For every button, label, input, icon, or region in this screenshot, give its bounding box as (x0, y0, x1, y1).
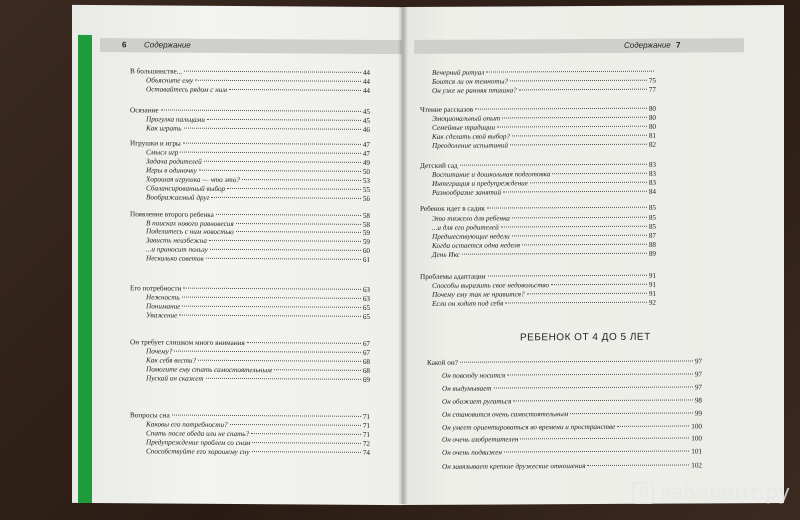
toc-entry-page: 88 (648, 240, 656, 249)
toc-entry-page: 80 (648, 113, 656, 122)
toc-entry-title: Семейные традиции (432, 123, 496, 132)
toc-entry-title: Эмоциональный опыт (432, 114, 501, 123)
toc-entry-page: 80 (648, 104, 656, 113)
dot-leader (274, 369, 361, 371)
dot-leader (460, 164, 647, 166)
dot-leader (230, 424, 361, 426)
toc-entry (432, 114, 656, 123)
toc-entry (442, 409, 702, 418)
toc-entry (432, 232, 656, 241)
toc-entry (146, 347, 370, 357)
toc-entry (420, 105, 656, 114)
dot-leader (210, 249, 361, 251)
dot-leader (182, 306, 360, 308)
toc-entry-title: Нежность (146, 293, 180, 302)
toc-entry (146, 420, 370, 430)
toc-entry-title: Осязание (130, 106, 159, 115)
toc-entry-page: 71 (362, 430, 370, 439)
toc-entry-page: 91 (648, 280, 656, 289)
toc-entry-title: Ребенок идет в садик (420, 204, 485, 213)
toc-entry (146, 293, 370, 303)
toc-entry-title: Зависть неизбежна (146, 236, 207, 245)
toc-entry (432, 68, 656, 77)
toc-entry (146, 124, 370, 134)
toc-entry (130, 67, 370, 77)
toc-entry-title: Игрушки и игры (130, 139, 181, 148)
toc-entry (130, 284, 370, 294)
dot-leader (512, 217, 647, 219)
toc-entry-title: Понимание (146, 302, 181, 311)
toc-entry-page: 67 (362, 339, 370, 348)
toc-entry-page: 83 (648, 160, 656, 169)
toc-entry-page: 97 (694, 357, 702, 366)
dot-leader (236, 223, 361, 225)
toc-entry-page: 50 (362, 167, 370, 176)
toc-entry-page: 58 (362, 211, 370, 220)
right-page-header (414, 38, 744, 54)
toc-entry-title: Каковы его потребности? (146, 420, 228, 429)
toc-entry (146, 166, 370, 176)
toc-entry-page: 74 (362, 448, 370, 457)
toc-entry (146, 227, 370, 237)
toc-entry (420, 161, 656, 170)
toc-entry-page: 46 (362, 125, 370, 134)
toc-entry (432, 141, 656, 150)
toc-entry-page: 100 (691, 434, 702, 443)
toc-entry-title: В поисках нового равновесия (146, 219, 234, 228)
dot-leader (510, 144, 647, 146)
toc-entry-title: Разнообразие занятий (432, 188, 502, 197)
dot-leader (251, 433, 361, 435)
toc-entry-title: Как себя вести? (146, 356, 197, 365)
dot-leader (486, 71, 654, 73)
toc-entry-page: 63 (362, 294, 370, 303)
toc-entry-page: 68 (362, 357, 370, 366)
dot-leader (198, 360, 361, 362)
dot-leader (161, 109, 361, 111)
dot-leader (179, 315, 361, 317)
toc-entry-title: Прогулка пальцами (146, 115, 205, 124)
dot-leader (501, 226, 647, 228)
dot-leader (570, 412, 693, 414)
toc-entry-page: 65 (362, 303, 370, 312)
dot-leader (519, 89, 647, 91)
toc-entry (130, 139, 370, 149)
toc-entry-page: 59 (362, 228, 370, 237)
toc-entry-page: 56 (362, 194, 370, 203)
toc-entry-page: 81 (648, 131, 656, 140)
dot-leader (512, 135, 647, 137)
dot-leader (180, 152, 360, 154)
toc-entry-title: Преодоление испытаний (432, 141, 508, 150)
open-book (72, 6, 784, 504)
dot-leader (252, 451, 361, 453)
toc-entry-title: Он обожает ругаться (442, 397, 512, 406)
toc-entry-page: 68 (362, 366, 370, 375)
dot-leader (182, 297, 361, 299)
toc-entry-title: Смысл игр (146, 148, 179, 157)
toc-entry-page: 58 (362, 220, 370, 229)
toc-entry-page: 44 (362, 77, 370, 86)
left-page (72, 5, 402, 505)
dot-leader (510, 80, 647, 82)
dot-leader (503, 191, 647, 193)
toc-entry-title: Предшествующие недели (432, 232, 510, 241)
toc-entry-page: 98 (694, 396, 702, 405)
left-page-header-title: Содержание (144, 40, 191, 50)
toc-entry-title: Игры в одиночку (146, 166, 197, 175)
toc-entry-page: 83 (648, 169, 656, 178)
right-page-header-title: Содержание (624, 40, 671, 50)
dot-leader (505, 302, 647, 304)
dot-leader (488, 275, 647, 277)
toc-entry-title: Боится ли он темноты? (432, 77, 509, 86)
toc-entry (146, 438, 370, 448)
toc-entry-page: 59 (362, 237, 370, 246)
toc-entry-page: 83 (648, 178, 656, 187)
toc-entry-page: 71 (362, 412, 370, 421)
toc-entry-title: Объясните ему (146, 76, 194, 85)
toc-entry-page: 72 (362, 439, 370, 448)
toc-entry (146, 429, 370, 439)
toc-entry-title: Способы выразить свое недовольство (432, 281, 550, 290)
toc-entry-page: 97 (694, 370, 702, 379)
toc-entry (146, 302, 370, 312)
toc-entry-title: Почему? (146, 347, 173, 356)
right-page (402, 5, 784, 505)
toc-entry-page: 65 (362, 312, 370, 321)
toc-entry (146, 254, 370, 264)
toc-entry-page: 75 (648, 76, 656, 85)
toc-entry (432, 250, 656, 259)
toc-entry-page: 80 (648, 122, 656, 131)
dot-leader (551, 284, 647, 286)
toc-entry-page: 49 (362, 158, 370, 167)
toc-entry-page: 91 (648, 289, 656, 298)
toc-entry (146, 157, 370, 167)
toc-entry (432, 179, 656, 188)
toc-entry-title: День Икс (432, 250, 460, 259)
dot-leader (216, 214, 361, 216)
toc-entry (146, 115, 370, 125)
toc-entry-title: Хорошая игрушка — что это? (146, 175, 240, 185)
toc-entry-title: Он очень изобретателен (442, 435, 519, 444)
toc-entry-title: Он выдумывает (442, 384, 492, 393)
toc-entry-title: Оставайтесь рядом с ним (146, 85, 227, 94)
toc-entry-title: Помогите ему стать самостоятельным (146, 365, 272, 375)
toc-entry (146, 193, 370, 203)
toc-entry (130, 338, 370, 348)
toc-entry-title: Сбалансированный выбор (146, 184, 226, 193)
toc-entry-title: Он повсюду носится (442, 371, 506, 380)
toc-entry-title: В большинстве... (130, 67, 183, 76)
toc-entry-title: Вечерний ритуал (432, 68, 485, 77)
toc-entry-title: Это тяжело для ребенка (432, 214, 510, 223)
left-page-header (100, 38, 402, 54)
toc-entry-page: 45 (362, 107, 370, 116)
dot-leader (520, 437, 689, 439)
toc-entry-title: Он становится очень самостоятельным (442, 410, 569, 419)
accent-bar (78, 35, 92, 505)
toc-entry-page: 69 (362, 375, 370, 384)
toc-entry (432, 188, 656, 197)
toc-entry-page: 53 (362, 176, 370, 185)
toc-entry-page: 89 (648, 249, 656, 258)
toc-entry (420, 272, 656, 281)
toc-entry (146, 184, 370, 194)
toc-entry-page: 77 (648, 85, 656, 94)
toc-entry-page: 85 (648, 203, 656, 212)
toc-entry-title: Его потребности (130, 284, 182, 293)
toc-entry-title: Появление второго ребенка (130, 210, 214, 219)
toc-entry (146, 175, 370, 185)
toc-entry-page: 82 (648, 140, 656, 149)
dot-leader (507, 373, 693, 375)
toc-entry-title: Несколько советов (146, 254, 204, 263)
toc-entry-title: Когда остается одна неделя (432, 241, 521, 250)
toc-entry (432, 77, 656, 86)
dot-leader (183, 143, 361, 145)
toc-entry (432, 281, 656, 290)
toc-entry-page: 61 (362, 255, 370, 264)
toc-entry-page: 71 (362, 421, 370, 430)
toc-entry-title: Он завязывает крепкие дружеские отношения (442, 462, 586, 471)
toc-entry (432, 132, 656, 141)
toc-entry-title: Чтение рассказов (420, 105, 474, 114)
dot-leader (206, 378, 361, 380)
toc-entry-page: 47 (362, 140, 370, 149)
toc-entry-page: 99 (694, 409, 702, 418)
toc-entry-title: Как играть (146, 124, 182, 133)
dot-leader (502, 117, 647, 119)
toc-entry (432, 223, 656, 232)
labirint-logo-icon: Л (632, 482, 654, 504)
toc-entry (442, 461, 702, 470)
toc-entry (432, 86, 656, 95)
dot-leader (460, 360, 693, 362)
toc-entry (432, 241, 656, 250)
book-spine (398, 6, 408, 504)
toc-entry (442, 422, 702, 431)
dot-leader (527, 293, 647, 295)
toc-entry-page: 101 (691, 447, 702, 456)
section-heading: РЕБЕНОК ОТ 4 ДО 5 ЛЕТ (520, 331, 651, 344)
toc-entry-title: Уважение (146, 311, 178, 320)
dot-leader (184, 71, 361, 73)
toc-entry-title: Он очень подвижен (442, 448, 503, 457)
toc-entry-title: Способствуйте его хорошему сну (146, 447, 250, 457)
toc-entry (130, 411, 370, 421)
toc-entry-page: 45 (362, 116, 370, 125)
toc-entry (146, 447, 370, 457)
toc-entry (146, 356, 370, 366)
toc-entry (420, 204, 656, 213)
dot-leader (512, 235, 647, 237)
toc-entry-title: Поделитесь с ним новостью (146, 227, 234, 236)
toc-entry-title: Предупреждение проблем со сном (146, 438, 251, 448)
watermark-text: лабиринт.ру (658, 479, 790, 504)
left-page-number: 6 (122, 40, 127, 50)
toc-entry-page: 60 (362, 246, 370, 255)
toc-entry-page: 85 (648, 222, 656, 231)
toc-entry (146, 365, 370, 375)
toc-entry (442, 383, 702, 392)
dot-leader (247, 342, 361, 344)
toc-entry (130, 210, 370, 220)
toc-entry-page: 100 (691, 422, 702, 431)
dot-leader (497, 126, 647, 128)
dot-leader (487, 207, 647, 209)
toc-entry-title: Почему ему так не нравится? (432, 290, 525, 299)
toc-entry (427, 357, 702, 366)
dot-leader (204, 161, 361, 163)
watermark (632, 480, 790, 505)
dot-leader (195, 80, 361, 82)
toc-entry-title: Пускай он скажет (146, 374, 204, 383)
toc-entry-title: Детский сад (420, 161, 458, 170)
dot-leader (522, 244, 647, 246)
toc-entry (146, 374, 370, 384)
toc-entry (432, 214, 656, 223)
toc-entry (432, 170, 656, 179)
toc-entry (130, 106, 370, 116)
dot-leader (172, 415, 361, 417)
toc-entry-title: Вопросы сна (130, 411, 170, 420)
dot-leader (183, 288, 360, 290)
toc-entry-page: 92 (648, 298, 656, 307)
dot-leader (236, 231, 361, 233)
toc-entry (442, 370, 702, 379)
toc-entry (146, 76, 370, 86)
dot-leader (494, 386, 693, 388)
toc-entry-page: 44 (362, 68, 370, 77)
toc-entry (432, 290, 656, 299)
toc-entry (146, 236, 370, 246)
toc-entry-title: ...и приносит пользу (146, 245, 208, 254)
toc-entry-title: Спать после обеда или не спать? (146, 429, 250, 439)
toc-entry-title: Он уже не ранняя пташка? (432, 86, 517, 95)
toc-entry-page: 87 (648, 231, 656, 240)
dot-leader (504, 450, 689, 452)
toc-entry-title: Какой он? (427, 358, 458, 367)
dot-leader (530, 182, 647, 184)
toc-entry-title: Задача родителей (146, 157, 202, 166)
toc-entry-page: 47 (362, 149, 370, 158)
dot-leader (462, 253, 647, 255)
toc-entry-page: 84 (648, 187, 656, 196)
dot-leader (211, 197, 360, 199)
right-page-number: 7 (676, 40, 681, 50)
toc-entry-title: ...и для его родителей (432, 223, 499, 232)
toc-entry (146, 148, 370, 158)
toc-entry-page: 44 (362, 86, 370, 95)
toc-entry-title: Интеграция и предупреждение (432, 179, 528, 188)
toc-entry (442, 447, 702, 456)
toc-entry (432, 299, 656, 308)
dot-leader (174, 351, 360, 353)
toc-entry-title: Воображаемый друг (146, 193, 210, 202)
toc-entry (432, 123, 656, 132)
dot-leader (209, 240, 361, 242)
dot-leader (199, 170, 361, 172)
toc-entry-title: Он умеет ориентироваться во времени и пространстве (442, 422, 616, 432)
toc-entry (146, 311, 370, 321)
toc-entry-page: 85 (648, 213, 656, 222)
dot-leader (475, 108, 647, 110)
dot-leader (206, 258, 361, 260)
toc-entry-title: Если он ходит под себя (432, 299, 504, 308)
toc-entry (442, 396, 702, 405)
toc-entry-page: 55 (362, 185, 370, 194)
dot-leader (207, 119, 361, 121)
toc-entry-page: 67 (362, 348, 370, 357)
toc-entry (442, 434, 702, 443)
dot-leader (617, 425, 689, 426)
toc-entry-page: 91 (648, 271, 656, 280)
toc-entry-title: Воспитание и дошкольная подготовка (432, 170, 551, 179)
toc-entry-title: Как сделать свой выбор? (432, 132, 511, 141)
dot-leader (184, 128, 361, 130)
dot-leader (513, 399, 692, 401)
toc-entry (146, 85, 370, 95)
dot-leader (227, 188, 361, 190)
dot-leader (587, 464, 689, 466)
toc-entry-title: Проблемы адаптации (420, 272, 486, 281)
toc-entry-page: 102 (691, 461, 702, 470)
dot-leader (229, 89, 361, 91)
toc-entry-page: 97 (694, 383, 702, 392)
toc-entry-title: Он требует слишком много внимания (130, 338, 245, 348)
dot-leader (552, 173, 646, 174)
dot-leader (252, 442, 360, 444)
toc-entry-page: 63 (362, 285, 370, 294)
toc-entry (146, 245, 370, 255)
dot-leader (242, 179, 361, 181)
